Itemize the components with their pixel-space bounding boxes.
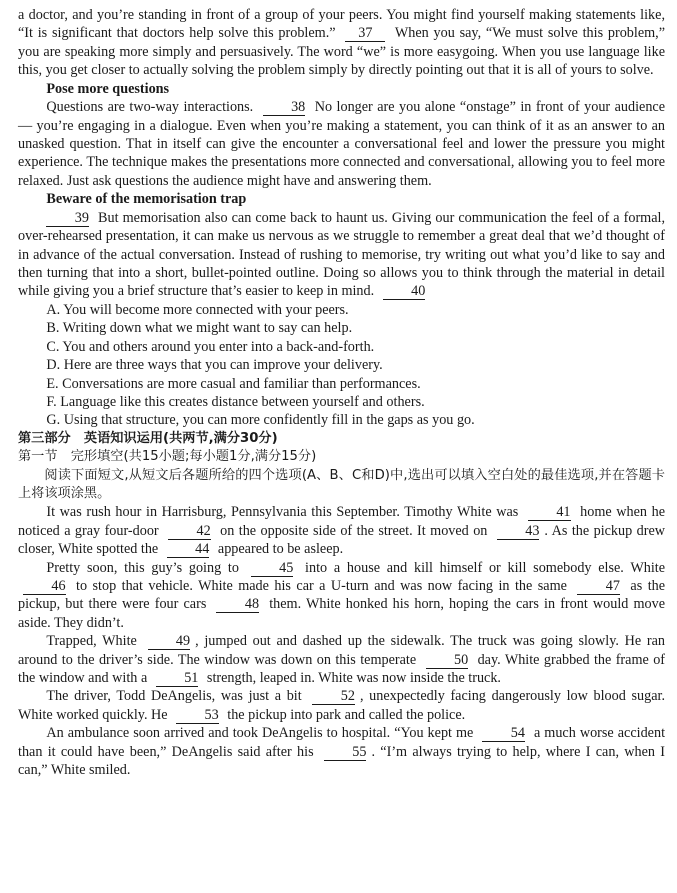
paragraph-text: strength, leaped in. White was now inside the truck.	[206, 670, 501, 686]
cloze-paragraph	[18, 687, 665, 724]
blank-54: 54	[482, 726, 525, 742]
blank-51: 51	[156, 671, 199, 687]
blank-37: 37	[345, 26, 385, 42]
passage-paragraph	[18, 6, 665, 80]
paragraph-text: day. White grabbed the frame of the window and with a	[18, 651, 666, 686]
blank-55: 55	[324, 745, 367, 761]
blank-40: 40	[383, 284, 426, 300]
blank-39: 39	[46, 211, 89, 227]
paragraph-text: them. White honked his horn, hoping the cars in front would move aside. They didn’t.	[18, 596, 666, 631]
paragraph-text: a doctor, and you’re standing in front of a group of your peers. You might find yourself making statements like, “It is significant that doctors help solve this problem.”	[18, 7, 665, 42]
paragraph-text: into a house and kill himself or kill somebody else. White	[305, 559, 666, 576]
paragraph-text: on the opposite side of the street. It moved on	[220, 522, 488, 539]
paragraph-text: home when he noticed a gray four-door	[18, 504, 665, 539]
blank-44: 44	[167, 542, 210, 558]
blank-43: 43	[497, 524, 540, 540]
paragraph-text: , unexpectedly facing dangerously low blood sugar. White worked quickly. He	[18, 688, 665, 723]
paragraph-text: appeared to be asleep.	[217, 541, 344, 558]
paragraph-text: as the pickup, but there were four cars	[18, 577, 666, 613]
passage-paragraph	[18, 209, 665, 301]
blank-41: 41	[528, 505, 571, 521]
paragraph-text: But memorisation also can come back to haunt us. Giving our communication the feel of a formal, over-rehearsed presentation, it can make us nervous as we struggle to remember a great deal that we’d thought of in advance of the actual conversation. Instead of rushing to memorise, try writing out what you’d like to say and then turning that into a short, bullet-pointed outline. Doing so allows you to think through the material in detail while giving you a brief structure that’s easier to keep in mind.	[18, 209, 666, 300]
cloze-paragraph	[18, 559, 665, 633]
options-list	[18, 301, 665, 430]
blank-45: 45	[251, 561, 294, 577]
paragraph-text: The driver, Todd DeAngelis, was just a bit	[46, 688, 302, 705]
part-title: 第三部分 英语知识运用(共两节,满分30分)	[18, 430, 278, 446]
section-heading: Beware of the memorisation trap	[46, 191, 247, 208]
option-item: A. You will become more connected with your peers.	[46, 301, 349, 318]
blank-46: 46	[23, 579, 66, 595]
paragraph-text: An ambulance soon arrived and took DeAngelis to hospital. “You kept me	[46, 725, 474, 742]
paragraph-text: the pickup into park and called the police.	[227, 706, 466, 723]
passage-paragraph	[18, 98, 665, 190]
option-item: E. Conversations are more casual and familiar than performances.	[46, 375, 421, 392]
paragraph-text: It was rush hour in Harrisburg, Pennsylvania this September. Timothy White was	[46, 504, 519, 521]
paragraph-text: When you say, “We must solve this problem,” you are speaking more simply and persuasively. The word “we” is more easygoing. When you use language like this, you get closer to actually solving the problem simply by directly pointing out that it is all of yours to solve.	[18, 25, 666, 79]
option-item: D. Here are three ways that you can improve your delivery.	[46, 357, 383, 374]
cloze-paragraph	[18, 503, 665, 558]
blank-48: 48	[216, 597, 259, 613]
option-item: B. Writing down what we might want to say can help.	[46, 320, 353, 337]
paragraph-text: . “I’m always trying to help, where I can, when I can,” White smiled.	[18, 743, 666, 779]
paragraph-text: Pretty soon, this guy’s going to	[46, 559, 239, 576]
paragraph-text: , jumped out and dashed up the sidewalk. The truck was going slowly. He ran around to the driver’s side. The window was down on this temperate	[18, 633, 665, 668]
blank-53: 53	[176, 708, 219, 724]
cloze-paragraph	[18, 632, 665, 687]
blank-42: 42	[168, 524, 211, 540]
blank-49: 49	[148, 634, 191, 650]
blank-38: 38	[263, 100, 306, 116]
section-title: 第一节 完形填空(共15小题;每小题1分,满分15分)	[18, 449, 317, 465]
paragraph-text: to stop that vehicle. White made his car a U-turn and was now facing in the same	[76, 577, 567, 594]
cloze-paragraph	[18, 724, 665, 779]
paragraph-text: Trapped, White	[46, 633, 137, 650]
option-item: G. Using that structure, you can more confidently fill in the gaps as you go.	[46, 412, 475, 429]
paragraph-text: No longer are you alone “onstage” in front of your audience — you’re engaging in a dialogue. Even when you’re making a statement, you can think of it as an answer to an unasked question. That in itself can give the encounter a conversational feel and lower the pressure you might experience. The technique makes the presentations more connected and conversational, allowing you to feel more relaxed. Just ask questions the audience might have and answering them.	[18, 99, 666, 189]
paragraph-text: a much worse accident than it could have been,” DeAngelis said after his	[18, 725, 666, 760]
paragraph-text: . As the pickup drew closer, White spotted the	[18, 522, 666, 558]
blank-50: 50	[426, 653, 469, 669]
instructions: 阅读下面短文,从短文后各题所给的四个选项(A、B、C和D)中,选出可以填入空白处的最佳选项,并在答题卡上将该项涂黑。	[18, 467, 665, 501]
option-item: C. You and others around you enter into a back-and-forth.	[46, 338, 375, 355]
blank-52: 52	[312, 689, 355, 705]
section-heading: Pose more questions	[46, 80, 170, 97]
paragraph-text: Questions are two-way interactions.	[46, 99, 254, 116]
option-item: F. Language like this creates distance between yourself and others.	[46, 393, 425, 410]
blank-47: 47	[577, 579, 620, 595]
